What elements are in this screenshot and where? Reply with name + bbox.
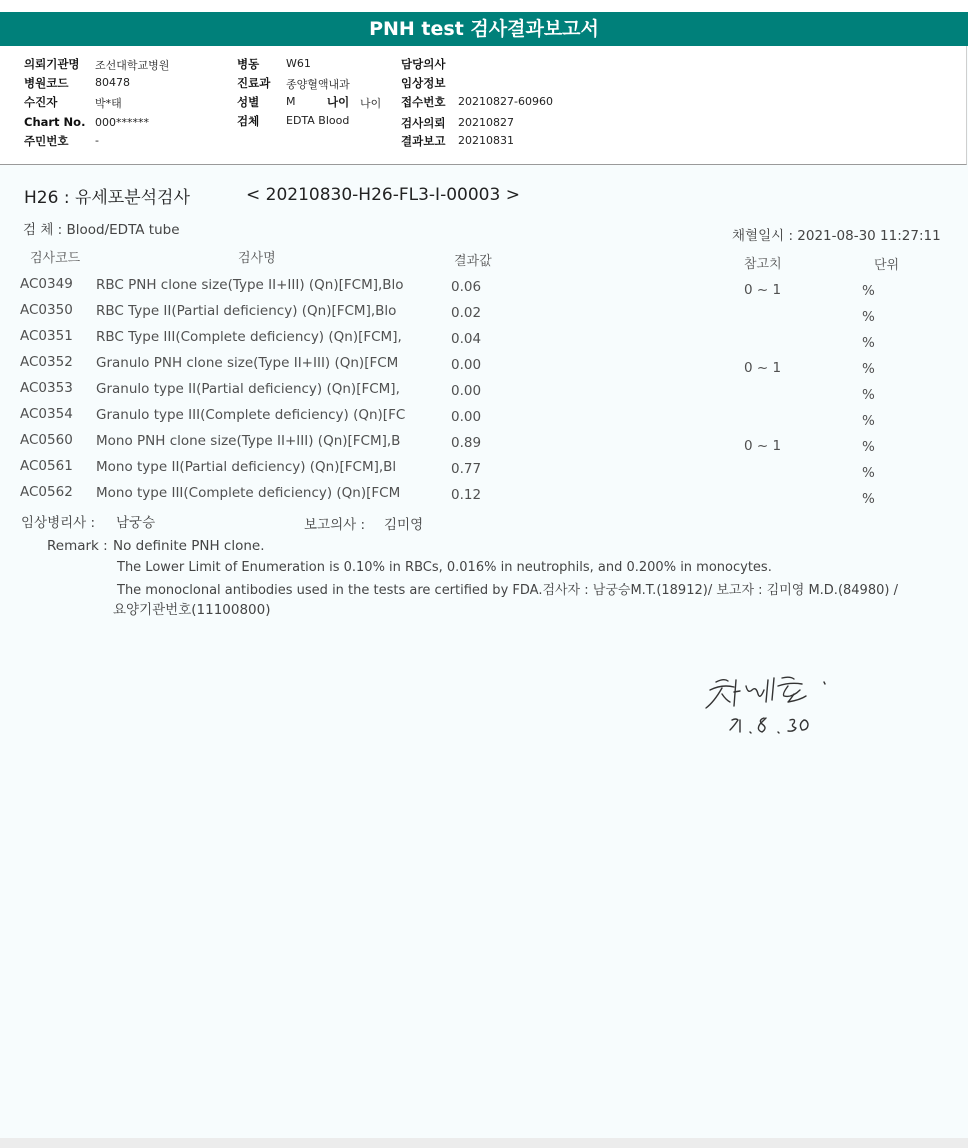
value-ward: W61 (286, 57, 311, 70)
value-resident-no: - (95, 134, 99, 147)
value-chart-no: 000****** (95, 116, 149, 129)
row-name: Mono type III(Complete deficiency) (Qn)[FCM (96, 485, 401, 501)
value-hospital-code: 80478 (95, 76, 130, 89)
row-code: AC0561 (20, 458, 73, 474)
row-unit: % (862, 309, 875, 325)
patient-info-header (0, 46, 967, 165)
row-unit: % (862, 439, 875, 455)
row-reference: 0 ~ 1 (744, 438, 782, 454)
header-code: 검사코드 (30, 251, 81, 266)
remark-line-1: No definite PNH clone. (113, 538, 265, 554)
specimen-line: 검 체 : Blood/EDTA tube (23, 222, 180, 238)
value-age: 나이 (360, 97, 382, 110)
table-row (0, 302, 968, 328)
row-value: 0.12 (451, 487, 482, 503)
table-row (0, 458, 968, 484)
row-code: AC0560 (20, 432, 73, 448)
label-result-report: 결과보고 (401, 134, 446, 148)
row-code: AC0351 (20, 328, 73, 344)
row-unit: % (862, 491, 875, 507)
row-value: 0.00 (451, 383, 482, 399)
remark-line-2: The Lower Limit of Enumeration is 0.10% in RBCs, 0.016% in neutrophils, and 0.200% in monocytes. (117, 560, 772, 575)
label-clinical-info: 임상정보 (401, 76, 446, 90)
bottom-strip (0, 1138, 968, 1148)
row-value: 0.06 (451, 279, 482, 295)
row-unit: % (862, 465, 875, 481)
label-patient: 수진자 (24, 95, 58, 109)
value-specimen: EDTA Blood (286, 114, 350, 127)
table-row (0, 406, 968, 432)
value-sex: M (286, 95, 296, 108)
label-hospital-code: 병원코드 (24, 76, 69, 90)
label-age: 나이 (327, 95, 350, 109)
row-code: AC0562 (20, 484, 73, 500)
report-title: PNH test 검사결과보고서 (0, 12, 968, 46)
table-row (0, 484, 968, 510)
row-name: Granulo type II(Partial deficiency) (Qn)[FCM], (96, 381, 400, 397)
row-code: AC0354 (20, 406, 73, 422)
remark-line-3: The monoclonal antibodies used in the tests are certified by FDA.검사자 : 남궁승M.T.(18912)/ 보고자 : 김미영 M.D.(84980) / (117, 583, 898, 598)
row-name: Granulo PNH clone size(Type II+III) (Qn)[FCM (96, 355, 399, 371)
pathologist-name: 남궁승 (116, 515, 156, 531)
value-test-request: 20210827 (458, 116, 514, 129)
row-code: AC0352 (20, 354, 73, 370)
table-row (0, 432, 968, 458)
table-row (0, 354, 968, 380)
row-unit: % (862, 361, 875, 377)
row-name: RBC Type II(Partial deficiency) (Qn)[FCM],Blo (96, 303, 397, 319)
row-code: AC0349 (20, 276, 73, 292)
row-value: 0.89 (451, 435, 482, 451)
row-name: RBC Type III(Complete deficiency) (Qn)[FCM], (96, 329, 402, 345)
row-value: 0.77 (451, 461, 482, 477)
label-specimen: 검체 (237, 114, 260, 128)
value-result-report: 20210831 (458, 134, 514, 147)
row-code: AC0353 (20, 380, 73, 396)
label-ward: 병동 (237, 57, 260, 71)
header-unit: 단위 (874, 258, 900, 273)
row-unit: % (862, 387, 875, 403)
row-value: 0.00 (451, 409, 482, 425)
label-attending-doctor: 담당의사 (401, 57, 446, 71)
label-receipt-no: 접수번호 (401, 95, 446, 109)
row-unit: % (862, 283, 875, 299)
label-sex: 성별 (237, 95, 260, 109)
header-value: 결과값 (454, 254, 492, 269)
section-id: < 20210830-H26-FL3-I-00003 > (246, 185, 520, 205)
value-patient: 박*태 (95, 97, 122, 110)
pathologist-label: 임상병리사 : (21, 515, 96, 531)
row-value: 0.00 (451, 357, 482, 373)
row-name: Granulo type III(Complete deficiency) (Qn)[FC (96, 407, 406, 423)
row-name: RBC PNH clone size(Type II+III) (Qn)[FCM],Blo (96, 277, 404, 293)
label-chart-no: Chart No. (24, 115, 86, 129)
label-test-request: 검사의뢰 (401, 116, 446, 130)
remark-label: Remark : (47, 538, 108, 554)
value-department: 종양혈액내과 (286, 78, 350, 91)
doctor-name: 김미영 (384, 517, 424, 533)
label-resident-no: 주민번호 (24, 134, 69, 148)
value-institution: 조선대학교병원 (95, 59, 170, 72)
collection-datetime: 채혈일시 : 2021-08-30 11:27:11 (732, 228, 941, 244)
header-reference: 참고치 (744, 257, 782, 272)
section-title: H26 : 유세포분석검사 (24, 188, 190, 208)
row-reference: 0 ~ 1 (744, 360, 782, 376)
handwritten-signature (690, 660, 850, 750)
row-code: AC0350 (20, 302, 73, 318)
row-value: 0.04 (451, 331, 482, 347)
row-unit: % (862, 413, 875, 429)
row-name: Mono PNH clone size(Type II+III) (Qn)[FCM],B (96, 433, 401, 449)
table-row (0, 380, 968, 406)
row-reference: 0 ~ 1 (744, 282, 782, 298)
remark-line-4: 요양기관번호(11100800) (113, 602, 271, 618)
table-row (0, 276, 968, 302)
doctor-label: 보고의사 : (304, 517, 366, 533)
table-row (0, 328, 968, 354)
header-name: 검사명 (238, 251, 276, 266)
row-unit: % (862, 335, 875, 351)
value-receipt-no: 20210827-60960 (458, 95, 553, 108)
row-name: Mono type II(Partial deficiency) (Qn)[FCM],Bl (96, 459, 397, 475)
label-department: 진료과 (237, 76, 271, 90)
row-value: 0.02 (451, 305, 482, 321)
label-institution: 의뢰기관명 (24, 57, 80, 71)
